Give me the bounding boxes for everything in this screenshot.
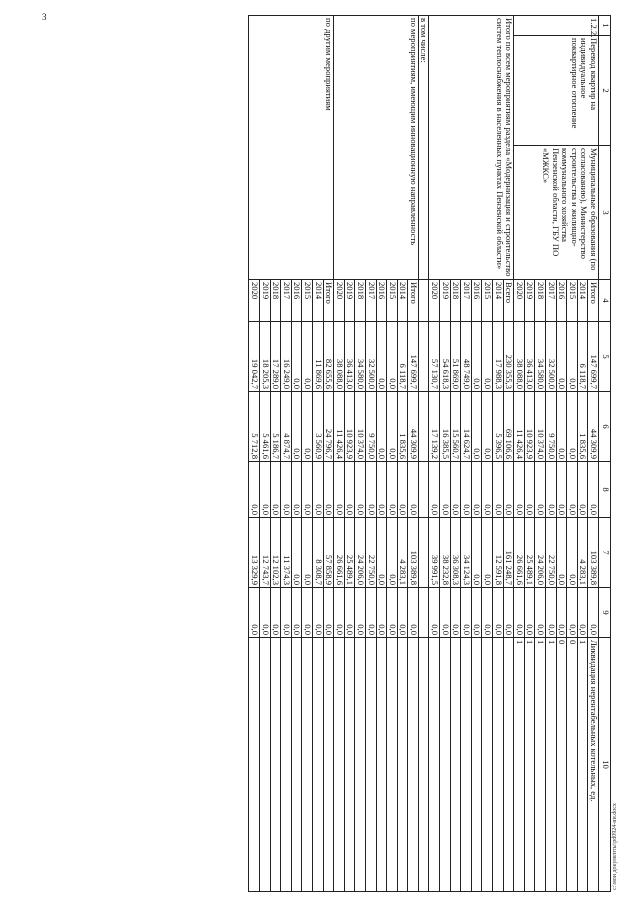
year-cell: 2019 bbox=[260, 280, 271, 322]
value-cell: 38 088,0 bbox=[514, 322, 525, 392]
value-cell: 0,0 bbox=[291, 588, 302, 638]
value-cell: 11 426,4 bbox=[514, 392, 525, 462]
value-cell: 0,0 bbox=[450, 462, 461, 518]
empty-cell bbox=[312, 638, 323, 892]
value-cell: 0,0 bbox=[524, 462, 535, 518]
table-row bbox=[408, 16, 419, 892]
value-cell: 0,0 bbox=[249, 462, 260, 518]
section-name: Перевод квартир на индивидуальное поквартирное отопление bbox=[514, 36, 599, 146]
value-cell: 0,0 bbox=[302, 588, 313, 638]
value-cell: 0,0 bbox=[408, 588, 419, 638]
year-cell: 2016 bbox=[376, 280, 387, 322]
other-label: по другим мероприятиям bbox=[249, 16, 334, 280]
year-cell: 2015 bbox=[387, 280, 398, 322]
empty-cell bbox=[355, 638, 366, 892]
value-cell: 36 413,0 bbox=[344, 322, 355, 392]
year-cell: Всего bbox=[503, 280, 514, 322]
value-cell: 82 655,6 bbox=[323, 322, 334, 392]
value-cell: 10 923,9 bbox=[344, 392, 355, 462]
value-cell: 0,0 bbox=[482, 322, 493, 392]
value-cell: 0,0 bbox=[588, 462, 599, 518]
empty-cell bbox=[493, 638, 504, 892]
value-cell: 34 580,0 bbox=[535, 322, 546, 392]
value-cell: 0,0 bbox=[376, 392, 387, 462]
value-cell: 0,0 bbox=[302, 462, 313, 518]
empty-cell bbox=[365, 638, 376, 892]
empty-cell bbox=[260, 638, 271, 892]
value-cell: 10 374,0 bbox=[355, 392, 366, 462]
year-cell: 2014 bbox=[577, 280, 588, 322]
value-cell: 10 374,0 bbox=[535, 392, 546, 462]
value-cell: 3 560,9 bbox=[312, 392, 323, 462]
value-cell: 0,0 bbox=[471, 392, 482, 462]
indicator-cell: Ликвидация нерентабельных котельных, ед. bbox=[588, 638, 599, 892]
year-cell: 2017 bbox=[365, 280, 376, 322]
value-cell: 103 389,8 bbox=[588, 518, 599, 588]
value-cell: 0,0 bbox=[471, 322, 482, 392]
year-cell: 2015 bbox=[302, 280, 313, 322]
year-cell: 2018 bbox=[270, 280, 281, 322]
including-label: в том числе: bbox=[418, 16, 429, 280]
value-cell: 0,0 bbox=[281, 462, 292, 518]
value-cell: 18 205,3 bbox=[260, 322, 271, 392]
empty-cell bbox=[429, 638, 440, 892]
value-cell: 0,0 bbox=[482, 518, 493, 588]
year-cell: 2017 bbox=[546, 280, 557, 322]
value-cell: 34 580,0 bbox=[355, 322, 366, 392]
value-cell: 0,0 bbox=[471, 588, 482, 638]
value-cell: 22 750,0 bbox=[365, 518, 376, 588]
column-number-8: 7 bbox=[599, 518, 611, 588]
value-cell: 57 130,7 bbox=[429, 322, 440, 392]
column-number-7: 8 bbox=[599, 462, 611, 518]
value-cell: 24 796,7 bbox=[323, 392, 334, 462]
value-cell: 9 750,0 bbox=[365, 392, 376, 462]
value-cell: 0,0 bbox=[344, 462, 355, 518]
value-cell: 0,0 bbox=[503, 462, 514, 518]
value-cell: 34 124,3 bbox=[461, 518, 472, 588]
value-cell: 147 699,7 bbox=[408, 322, 419, 392]
value-cell: 0,0 bbox=[376, 588, 387, 638]
year-cell: 2016 bbox=[471, 280, 482, 322]
indicator-cell: 1 bbox=[546, 638, 557, 892]
column-number-3: 3 bbox=[599, 146, 611, 280]
value-cell: 0,0 bbox=[503, 588, 514, 638]
year-cell: 2016 bbox=[291, 280, 302, 322]
value-cell: 0,0 bbox=[376, 462, 387, 518]
table-row bbox=[503, 16, 514, 892]
value-cell: 26 661,6 bbox=[334, 518, 345, 588]
value-cell: 38 232,8 bbox=[440, 518, 451, 588]
funding-table bbox=[248, 15, 611, 892]
innov-label: по мероприятиям, имеющим инновационную направленность bbox=[334, 16, 419, 280]
table-row bbox=[418, 16, 429, 892]
value-cell: 8 308,7 bbox=[312, 518, 323, 588]
table-row bbox=[323, 16, 334, 892]
indicator-cell: 1 bbox=[524, 638, 535, 892]
year-cell: 2020 bbox=[429, 280, 440, 322]
value-cell: 0,0 bbox=[577, 588, 588, 638]
value-cell: 17 139,2 bbox=[429, 392, 440, 462]
value-cell: 0,0 bbox=[302, 322, 313, 392]
indicator-cell: 1 bbox=[514, 638, 525, 892]
value-cell: 0,0 bbox=[302, 392, 313, 462]
empty-cell bbox=[418, 638, 429, 892]
value-cell: 0,0 bbox=[260, 462, 271, 518]
empty-cell bbox=[344, 638, 355, 892]
value-cell: 0,0 bbox=[567, 392, 578, 462]
indicator-cell: 1 bbox=[577, 638, 588, 892]
value-cell: 0,0 bbox=[302, 518, 313, 588]
value-cell: 12 102,3 bbox=[270, 518, 281, 588]
indicator-cell: 0 bbox=[567, 638, 578, 892]
value-cell: 5 186,7 bbox=[270, 392, 281, 462]
value-cell: 6 118,7 bbox=[397, 322, 408, 392]
column-number-6: 6 bbox=[599, 392, 611, 462]
value-cell: 0,0 bbox=[535, 462, 546, 518]
value-cell: 24 206,0 bbox=[535, 518, 546, 588]
value-cell: 0,0 bbox=[260, 588, 271, 638]
year-cell: 2018 bbox=[450, 280, 461, 322]
empty-cell bbox=[418, 588, 429, 638]
value-cell: 32 500,0 bbox=[365, 322, 376, 392]
value-cell: 0,0 bbox=[270, 588, 281, 638]
value-cell: 0,0 bbox=[365, 462, 376, 518]
year-cell: 2019 bbox=[440, 280, 451, 322]
value-cell: 0,0 bbox=[567, 518, 578, 588]
value-cell: 0,0 bbox=[387, 392, 398, 462]
empty-cell bbox=[323, 638, 334, 892]
value-cell: 0,0 bbox=[450, 588, 461, 638]
value-cell: 0,0 bbox=[556, 462, 567, 518]
empty-cell bbox=[281, 638, 292, 892]
column-number-4: 4 bbox=[599, 280, 611, 322]
value-cell: 0,0 bbox=[291, 462, 302, 518]
value-cell: 0,0 bbox=[482, 588, 493, 638]
year-cell: 2014 bbox=[312, 280, 323, 322]
value-cell: 0,0 bbox=[535, 588, 546, 638]
value-cell: 39 991,5 bbox=[429, 518, 440, 588]
value-cell: 0,0 bbox=[440, 588, 451, 638]
year-cell: Итого bbox=[588, 280, 599, 322]
value-cell: 0,0 bbox=[556, 518, 567, 588]
empty-cell bbox=[334, 638, 345, 892]
year-cell: 2018 bbox=[535, 280, 546, 322]
value-cell: 17 988,3 bbox=[493, 322, 504, 392]
value-cell: 0,0 bbox=[567, 322, 578, 392]
value-cell: 0,0 bbox=[567, 588, 578, 638]
column-number-5: 5 bbox=[599, 322, 611, 392]
value-cell: 24 206,0 bbox=[355, 518, 366, 588]
year-cell: 2017 bbox=[461, 280, 472, 322]
value-cell: 5 396,5 bbox=[493, 392, 504, 462]
year-cell: Итого bbox=[408, 280, 419, 322]
value-cell: 25 489,1 bbox=[344, 518, 355, 588]
value-cell: 0,0 bbox=[461, 462, 472, 518]
value-cell: 0,0 bbox=[429, 462, 440, 518]
value-cell: 69 106,6 bbox=[503, 392, 514, 462]
year-cell: 2020 bbox=[514, 280, 525, 322]
value-cell: 147 699,7 bbox=[588, 322, 599, 392]
value-cell: 44 309,9 bbox=[588, 392, 599, 462]
value-cell: 0,0 bbox=[546, 462, 557, 518]
value-cell: 0,0 bbox=[440, 462, 451, 518]
value-cell: 0,0 bbox=[344, 588, 355, 638]
total-label: Итого по всем мероприятиям раздела «Модернизация и строительство систем теплоснабжения в населенных пунктах Пензенской области» bbox=[429, 16, 514, 280]
value-cell: 5 712,8 bbox=[249, 392, 260, 462]
year-cell: 2015 bbox=[482, 280, 493, 322]
value-cell: 51 869,0 bbox=[450, 322, 461, 392]
value-cell: 0,0 bbox=[493, 588, 504, 638]
column-number-1: 1 bbox=[599, 16, 611, 36]
value-cell: 0,0 bbox=[270, 462, 281, 518]
empty-cell bbox=[270, 638, 281, 892]
value-cell: 6 118,7 bbox=[577, 322, 588, 392]
value-cell: 26 661,6 bbox=[514, 518, 525, 588]
empty-cell bbox=[397, 638, 408, 892]
value-cell: 0,0 bbox=[524, 588, 535, 638]
value-cell: 36 308,3 bbox=[450, 518, 461, 588]
value-cell: 32 500,0 bbox=[546, 322, 557, 392]
value-cell: 0,0 bbox=[556, 322, 567, 392]
value-cell: 0,0 bbox=[471, 518, 482, 588]
value-cell: 48 749,0 bbox=[461, 322, 472, 392]
empty-cell bbox=[302, 638, 313, 892]
value-cell: 44 309,9 bbox=[408, 392, 419, 462]
value-cell: 0,0 bbox=[291, 322, 302, 392]
empty-cell bbox=[482, 638, 493, 892]
year-cell: 2017 bbox=[281, 280, 292, 322]
file-path-footer: с:\мои документы\pd0924-ин.docx bbox=[612, 803, 618, 890]
empty-cell bbox=[418, 518, 429, 588]
section-executor: Муниципальные образования (по согласованию), Министерство строительства и жилищно-коммунального хозяйства Пензенской области, ГБУ ПО «МЖКС» bbox=[514, 146, 599, 280]
year-cell: 2020 bbox=[249, 280, 260, 322]
column-number-10: 10 bbox=[599, 638, 611, 892]
value-cell: 0,0 bbox=[291, 518, 302, 588]
value-cell: 0,0 bbox=[249, 588, 260, 638]
year-cell: Итого bbox=[323, 280, 334, 322]
value-cell: 0,0 bbox=[376, 518, 387, 588]
value-cell: 0,0 bbox=[482, 392, 493, 462]
empty-cell bbox=[471, 638, 482, 892]
empty-cell bbox=[418, 280, 429, 322]
value-cell: 0,0 bbox=[567, 462, 578, 518]
empty-cell bbox=[461, 638, 472, 892]
empty-cell bbox=[249, 638, 260, 892]
value-cell: 5 461,6 bbox=[260, 392, 271, 462]
value-cell: 0,0 bbox=[556, 392, 567, 462]
year-cell: 2014 bbox=[493, 280, 504, 322]
value-cell: 0,0 bbox=[556, 588, 567, 638]
value-cell: 0,0 bbox=[387, 322, 398, 392]
value-cell: 13 329,9 bbox=[249, 518, 260, 588]
year-cell: 2018 bbox=[355, 280, 366, 322]
year-cell: 2020 bbox=[334, 280, 345, 322]
value-cell: 36 413,0 bbox=[524, 322, 535, 392]
value-cell: 12 743,7 bbox=[260, 518, 271, 588]
value-cell: 4 283,1 bbox=[397, 518, 408, 588]
value-cell: 0,0 bbox=[334, 588, 345, 638]
value-cell: 0,0 bbox=[281, 588, 292, 638]
value-cell: 9 750,0 bbox=[546, 392, 557, 462]
value-cell: 12 591,8 bbox=[493, 518, 504, 588]
value-cell: 1 835,6 bbox=[397, 392, 408, 462]
empty-cell bbox=[440, 638, 451, 892]
value-cell: 22 750,0 bbox=[546, 518, 557, 588]
value-cell: 0,0 bbox=[397, 462, 408, 518]
empty-cell bbox=[408, 638, 419, 892]
value-cell: 14 624,7 bbox=[461, 392, 472, 462]
value-cell: 19 042,7 bbox=[249, 322, 260, 392]
column-number-2: 2 bbox=[599, 36, 611, 146]
empty-cell bbox=[387, 638, 398, 892]
value-cell: 0,0 bbox=[365, 588, 376, 638]
value-cell: 11 426,4 bbox=[334, 392, 345, 462]
table-row bbox=[588, 16, 599, 892]
section-number: 1.2.2. bbox=[514, 16, 599, 36]
value-cell: 16 249,0 bbox=[281, 322, 292, 392]
page-number: 3 bbox=[42, 12, 47, 22]
empty-cell bbox=[376, 638, 387, 892]
value-cell: 10 923,9 bbox=[524, 392, 535, 462]
value-cell: 0,0 bbox=[429, 588, 440, 638]
empty-cell bbox=[291, 638, 302, 892]
indicator-cell: 1 bbox=[535, 638, 546, 892]
value-cell: 0,0 bbox=[387, 462, 398, 518]
value-cell: 0,0 bbox=[323, 588, 334, 638]
value-cell: 15 560,7 bbox=[450, 392, 461, 462]
year-cell: 2014 bbox=[397, 280, 408, 322]
value-cell: 0,0 bbox=[323, 462, 334, 518]
value-cell: 230 355,3 bbox=[503, 322, 514, 392]
value-cell: 103 389,8 bbox=[408, 518, 419, 588]
rotated-table-sheet bbox=[59, 15, 611, 891]
value-cell: 25 489,1 bbox=[524, 518, 535, 588]
empty-cell bbox=[418, 462, 429, 518]
indicator-cell: 0 bbox=[556, 638, 567, 892]
value-cell: 0,0 bbox=[376, 322, 387, 392]
value-cell: 17 289,0 bbox=[270, 322, 281, 392]
value-cell: 4 283,1 bbox=[577, 518, 588, 588]
value-cell: 0,0 bbox=[482, 462, 493, 518]
value-cell: 0,0 bbox=[312, 588, 323, 638]
year-cell: 2015 bbox=[567, 280, 578, 322]
value-cell: 11 869,6 bbox=[312, 322, 323, 392]
value-cell: 0,0 bbox=[514, 588, 525, 638]
column-number-9: 9 bbox=[599, 588, 611, 638]
year-cell: 2019 bbox=[344, 280, 355, 322]
value-cell: 0,0 bbox=[334, 462, 345, 518]
value-cell: 0,0 bbox=[355, 588, 366, 638]
value-cell: 0,0 bbox=[397, 588, 408, 638]
value-cell: 161 248,7 bbox=[503, 518, 514, 588]
empty-cell bbox=[503, 638, 514, 892]
value-cell: 0,0 bbox=[461, 588, 472, 638]
value-cell: 0,0 bbox=[291, 392, 302, 462]
value-cell: 38 088,0 bbox=[334, 322, 345, 392]
value-cell: 0,0 bbox=[546, 588, 557, 638]
value-cell: 0,0 bbox=[493, 462, 504, 518]
value-cell: 0,0 bbox=[588, 588, 599, 638]
value-cell: 0,0 bbox=[312, 462, 323, 518]
empty-cell bbox=[418, 392, 429, 462]
value-cell: 0,0 bbox=[355, 462, 366, 518]
value-cell: 0,0 bbox=[408, 462, 419, 518]
value-cell: 0,0 bbox=[387, 588, 398, 638]
value-cell: 11 374,3 bbox=[281, 518, 292, 588]
value-cell: 0,0 bbox=[387, 518, 398, 588]
value-cell: 4 874,7 bbox=[281, 392, 292, 462]
value-cell: 1 835,6 bbox=[577, 392, 588, 462]
value-cell: 0,0 bbox=[471, 462, 482, 518]
value-cell: 54 618,3 bbox=[440, 322, 451, 392]
value-cell: 57 858,9 bbox=[323, 518, 334, 588]
year-cell: 2016 bbox=[556, 280, 567, 322]
value-cell: 0,0 bbox=[577, 462, 588, 518]
column-numbers-row bbox=[599, 16, 611, 892]
empty-cell bbox=[450, 638, 461, 892]
value-cell: 0,0 bbox=[514, 462, 525, 518]
empty-cell bbox=[418, 322, 429, 392]
value-cell: 16 385,5 bbox=[440, 392, 451, 462]
year-cell: 2019 bbox=[524, 280, 535, 322]
